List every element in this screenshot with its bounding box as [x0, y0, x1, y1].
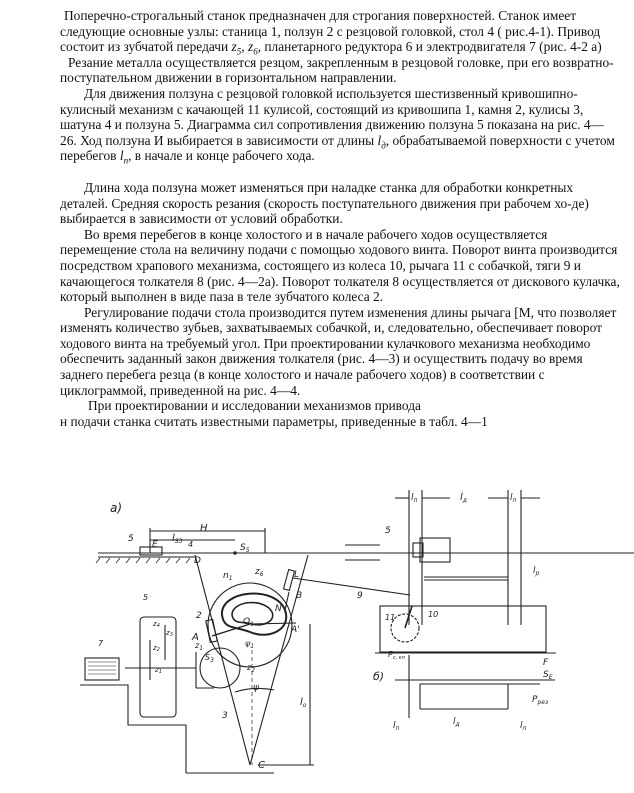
svg-text:H: H — [200, 523, 208, 534]
svg-text:z2: $z_2$ — [247, 663, 256, 674]
svg-text:4: 4 — [188, 540, 194, 549]
svg-text:lп: $l_п$ — [520, 721, 527, 732]
paragraph-gap — [60, 164, 620, 180]
svg-text:lд: $l_д$ — [460, 492, 467, 504]
paragraph: Во время перебегов в конце холостого и в начале рабочего ходов осуществляется перемещение стола на величину подачи с помощью ходового винта. Поворот винта производится посредством храпового механизма, состоящего из колеса 10, рычага 11 с собачкой, тяги 9 и качающегося толкателя 8 (рис. 4—2а). Поворот толкателя 8 осуществляется от дискового кулачка, который выполнен в виде паза в теле зубчатого колеса 2. — [60, 226, 620, 305]
paragraph: н подачи станка считать известными параметры, приведенные в табл. 4—1 — [60, 413, 488, 429]
math-variable: $z_6$ — [247, 39, 258, 57]
svg-text:z6: $z_6$ — [255, 567, 264, 578]
svg-text:lп: $l_п$ — [411, 493, 418, 504]
svg-text:E: E — [152, 540, 158, 550]
paragraph: Для движения ползуна с резцовой головкой используется шестизвенный кривошипно-кулисный механизм с качающей 11 кулисой, состоящий из кривошипа 1, камня 2, кулисы 3, шатуна 4 и ползуна 5. Диаграмма сил сопротивления движению ползуна 5 показана на рис. 4—26. Ход ползуна И выбирается в зависимости от длины $l_д$, обрабатываемой поверхности с учетом перебегов $l_п$, в начале и конце рабочего хода. — [60, 85, 615, 167]
paragraph: Длина хода ползуна может изменяться при наладке станка для обработки конкретных деталей. Средняя скорость резания (скорость поступательного движения при рабочем хо-де) выбирается в зависимости от условий обработки. — [60, 179, 589, 227]
svg-text:A: A — [192, 632, 199, 643]
svg-text:L: L — [294, 570, 300, 580]
math-variable: $l_д$ — [377, 132, 386, 151]
svg-text:Pрез: $P_{рез}$ — [532, 695, 549, 706]
math-variable: $z_5$ — [231, 39, 242, 57]
svg-text:lд: $l_д$ — [453, 717, 460, 728]
mechanism-drawing — [80, 478, 634, 788]
svg-text:lo: $l_o$ — [300, 697, 307, 709]
svg-text:ψ1: $\psi_1$ — [245, 639, 255, 650]
svg-text:2: 2 — [196, 611, 202, 621]
svg-text:ψ: ψ — [253, 683, 259, 693]
svg-text:lS3: $l_{S3}$ — [172, 533, 183, 545]
svg-text:n1: $n_1$ — [223, 571, 233, 582]
svg-text:D: D — [194, 556, 201, 566]
paragraph: Резание металла осуществляется резцом, закрепленным в резцовой головке, при его возвратно-поступательном движении в горизонтальном направлении. — [60, 54, 614, 86]
svg-text:z3: z3 — [166, 629, 173, 638]
svg-text:z4: z4 — [153, 620, 160, 629]
svg-text:10: 10 — [428, 610, 439, 619]
svg-text:C: C — [258, 760, 265, 771]
svg-text:O1: $O_1$ — [243, 617, 254, 628]
figure-mechanism-diagram — [80, 478, 634, 788]
svg-text:Pc, кп: $P_{c, кп}$ — [388, 650, 406, 661]
svg-text:5: 5 — [143, 593, 149, 602]
math-variable: $l_п$ — [119, 148, 129, 167]
svg-text:5: 5 — [128, 534, 134, 544]
svg-text:11: 11 — [385, 613, 396, 622]
svg-text:9: 9 — [357, 591, 363, 601]
svg-text:A': A' — [291, 625, 300, 635]
svg-text:z1: z1 — [155, 666, 162, 675]
paragraph: Поперечно-строгальный станок предназначен для строгания поверхностей. Станок имеет следующие основные узлы: станица 1, ползун 2 с резцовой головкой, стол 4 ( рис.4-1). Привод состоит из зубчатой передачи $z_5$, $z_6$, планетарного редуктора 6 и электродвигателя 7 (рис. 4-2 а) — [60, 8, 602, 57]
svg-text:N: N — [275, 604, 282, 614]
svg-text:z1: $z_1$ — [195, 641, 204, 652]
paragraph: Регулирование подачи стола производится путем изменения длины рычага [М, что позволяет изменять количество зубьев, захватываемых собачкой, и, следовательно, обеспечивает поворот ходового винта на требуемый угол. При проектировании кулачкового механизма необходимо обеспечить заданный закон движения толкателя (рис. 4—3) и осуществить подачу во время заднего перебега резца (в конце холостого и начале рабочего ходов) в соответствии с циклограммой, приведенной на рис. 4—4. — [60, 304, 617, 398]
svg-text:3: 3 — [222, 711, 228, 721]
svg-text:S5: $S_5$ — [240, 543, 250, 554]
svg-text:7: 7 — [98, 639, 104, 648]
svg-text:lр: $l_р$ — [533, 566, 540, 577]
svg-text:5: 5 — [385, 526, 391, 536]
svg-text:z2: z2 — [153, 644, 160, 653]
panel-a-label: а) — [110, 501, 123, 515]
document-body — [60, 8, 620, 429]
svg-text:lп: $l_п$ — [393, 721, 400, 732]
paragraph: При проектировании и исследовании механизмов привода — [88, 398, 421, 414]
svg-text:S3: $S_3$ — [205, 653, 214, 664]
svg-text:lп: $l_п$ — [510, 493, 517, 504]
svg-text:B: B — [296, 591, 303, 601]
svg-text:SE: $S_E$ — [543, 670, 553, 681]
svg-text:F: F — [543, 658, 549, 668]
panel-b-label: б) — [373, 670, 385, 683]
